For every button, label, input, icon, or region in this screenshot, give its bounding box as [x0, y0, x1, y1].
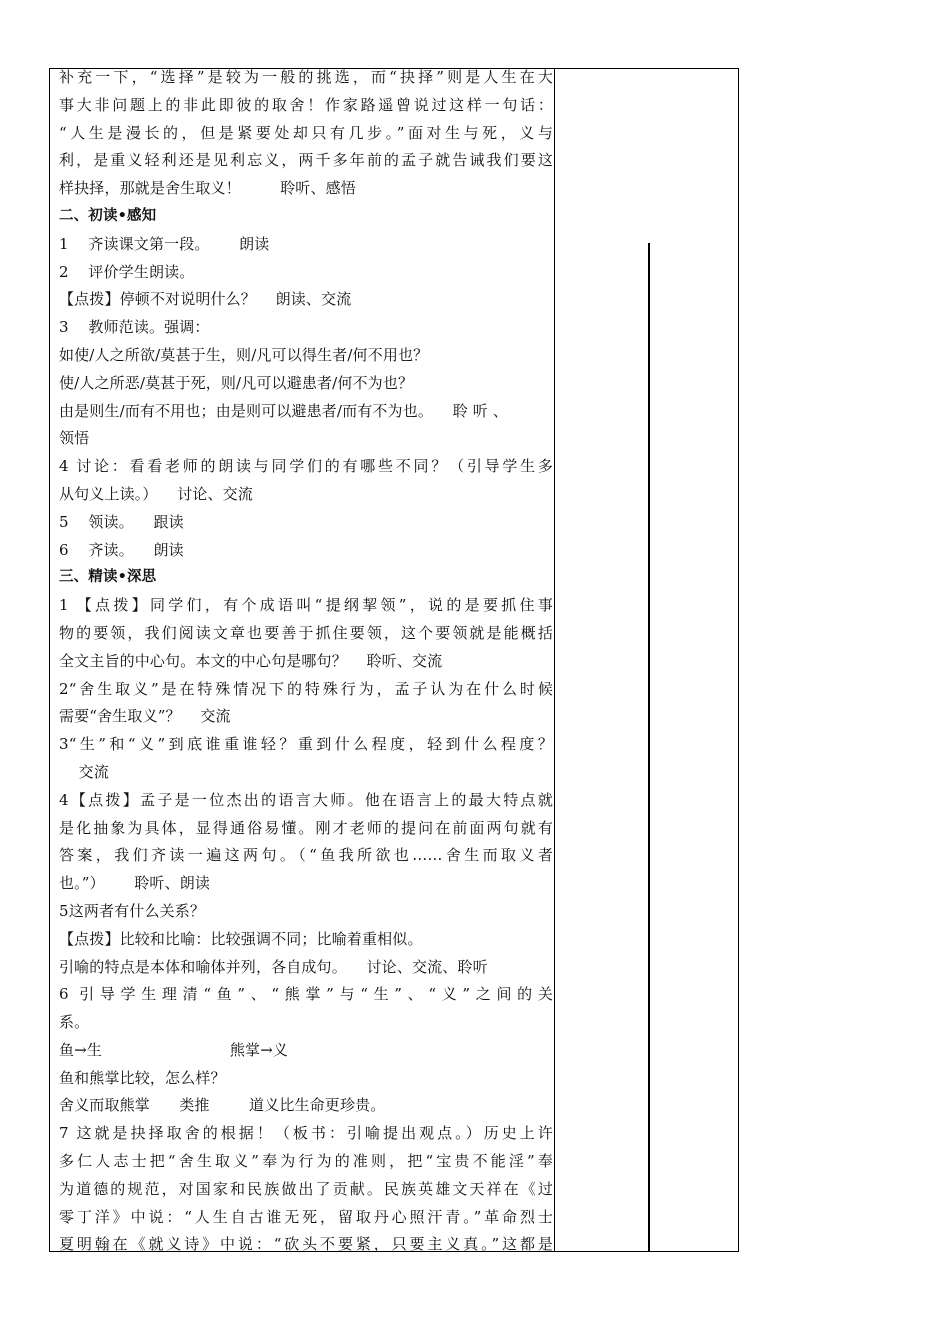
text-line: 6 引导学生理清“鱼”、“熊掌”与“生”、“义”之间的关 — [59, 985, 553, 1004]
text-line: 答案，我们齐读一遍这两句。（“鱼我所欲也……舍生而取义者 — [59, 846, 553, 865]
text-line: 4 讨论：看看老师的朗读与同学们的有哪些不同？（引导学生多 — [59, 457, 553, 476]
text-line: 利，是重义轻利还是见利忘义，两千多年前的孟子就告诫我们要这 — [59, 151, 553, 170]
text-line: 由是则生/而有不用也；由是则可以避患者/而有不为也。 聆 听 、 — [59, 401, 508, 420]
text-line: 2 评价学生朗读。 — [59, 262, 195, 281]
text-line: 如使/人之所欲/莫甚于生，则/凡可以得生者/何不用也？ — [59, 345, 429, 364]
text-line: 4【点拨】孟子是一位杰出的语言大师。他在语言上的最大特点就 — [59, 790, 553, 809]
text-line: 1 【点拨】同学们，有个成语叫“提纲挈领”，说的是要抓住事 — [59, 596, 553, 615]
text-line: 从句义上读。） 讨论、交流 — [59, 484, 253, 503]
text-line: 领悟 — [59, 429, 90, 448]
text-line: 舍义而取熊掌 类推 道义比生命更珍贵。 — [59, 1096, 386, 1115]
text-line: 3 教师范读。强调： — [59, 318, 210, 337]
text-line: 全文主旨的中心句。本文的中心句是哪句？ 聆听、交流 — [59, 651, 443, 670]
section-heading: 二、初读•感知 — [59, 207, 157, 224]
column-divider — [554, 68, 555, 1252]
text-line: 5 领读。 跟读 — [59, 512, 184, 531]
text-line: 也。”） 聆听、朗读 — [59, 874, 211, 893]
text-line: 多仁人志士把“舍生取义”奉为行为的准则，把“宝贵不能淫”奉 — [59, 1152, 553, 1171]
text-line: 交流 — [59, 762, 109, 781]
text-line: 6 齐读。 朗读 — [59, 540, 184, 559]
text-line: 使/人之所恶/莫甚于死，则/凡可以避患者/何不为也？ — [59, 373, 414, 392]
text-line: 零丁洋》中说：“人生自古谁无死，留取丹心照汗青。”革命烈士 — [59, 1207, 553, 1226]
text-line: 5这两者有什么关系？ — [59, 901, 206, 920]
text-line: 7 这就是抉择取舍的根据！（板书：引喻提出观点。）历史上许 — [59, 1124, 553, 1143]
text-line: 物的要领，我们阅读文章也要善于抓住要领，这个要领就是能概括 — [59, 623, 553, 642]
text-line: 补充一下，“选择”是较为一般的挑选，而“抉择”则是人生在大 — [59, 68, 553, 86]
lesson-content — [59, 64, 553, 1259]
text-line: 【点拨】停顿不对说明什么？ 朗读、交流 — [59, 290, 352, 309]
text-line: 为道德的规范，对国家和民族做出了贡献。民族英雄文天祥在《过 — [59, 1179, 553, 1198]
text-line: 夏明翰在《就义诗》中说：“砍头不要紧，只要主义真。”这都是 — [59, 1235, 553, 1254]
text-line: 3“生”和“义”到底谁重谁轻？重到什么程度，轻到什么程度？ — [59, 735, 553, 754]
text-line: 需要“舍生取义”？ 交流 — [59, 707, 231, 726]
text-line: 鱼和熊掌比较，怎么样？ — [59, 1068, 226, 1087]
text-line: 系。 — [59, 1013, 90, 1032]
text-line: 样抉择，那就是舍生取义！ 聆听、感悟 — [59, 179, 356, 198]
text-line: 是化抽象为具体，显得通俗易懂。刚才老师的提问在前面两句就有 — [59, 818, 553, 837]
text-line: “人生是漫长的，但是紧要处却只有几步。”面对生与死，义与 — [59, 123, 553, 142]
text-line: 【点拨】比较和比喻：比较强调不同；比喻着重相似。 — [59, 929, 423, 948]
text-line: 2“舍生取义”是在特殊情况下的特殊行为，孟子认为在什么时候 — [59, 679, 553, 698]
text-line: 鱼→生 熊掌→义 — [59, 1040, 289, 1059]
text-line: 引喻的特点是本体和喻体并列，各自成句。 讨论、交流、聆听 — [59, 957, 488, 976]
right-column-rule — [648, 243, 650, 1252]
section-heading: 三、精读•深思 — [59, 569, 157, 586]
text-line: 1 齐读课文第一段。 朗读 — [59, 234, 270, 253]
text-line: 事大非问题上的非此即彼的取舍！作家路遥曾说过这样一句话： — [59, 95, 553, 114]
